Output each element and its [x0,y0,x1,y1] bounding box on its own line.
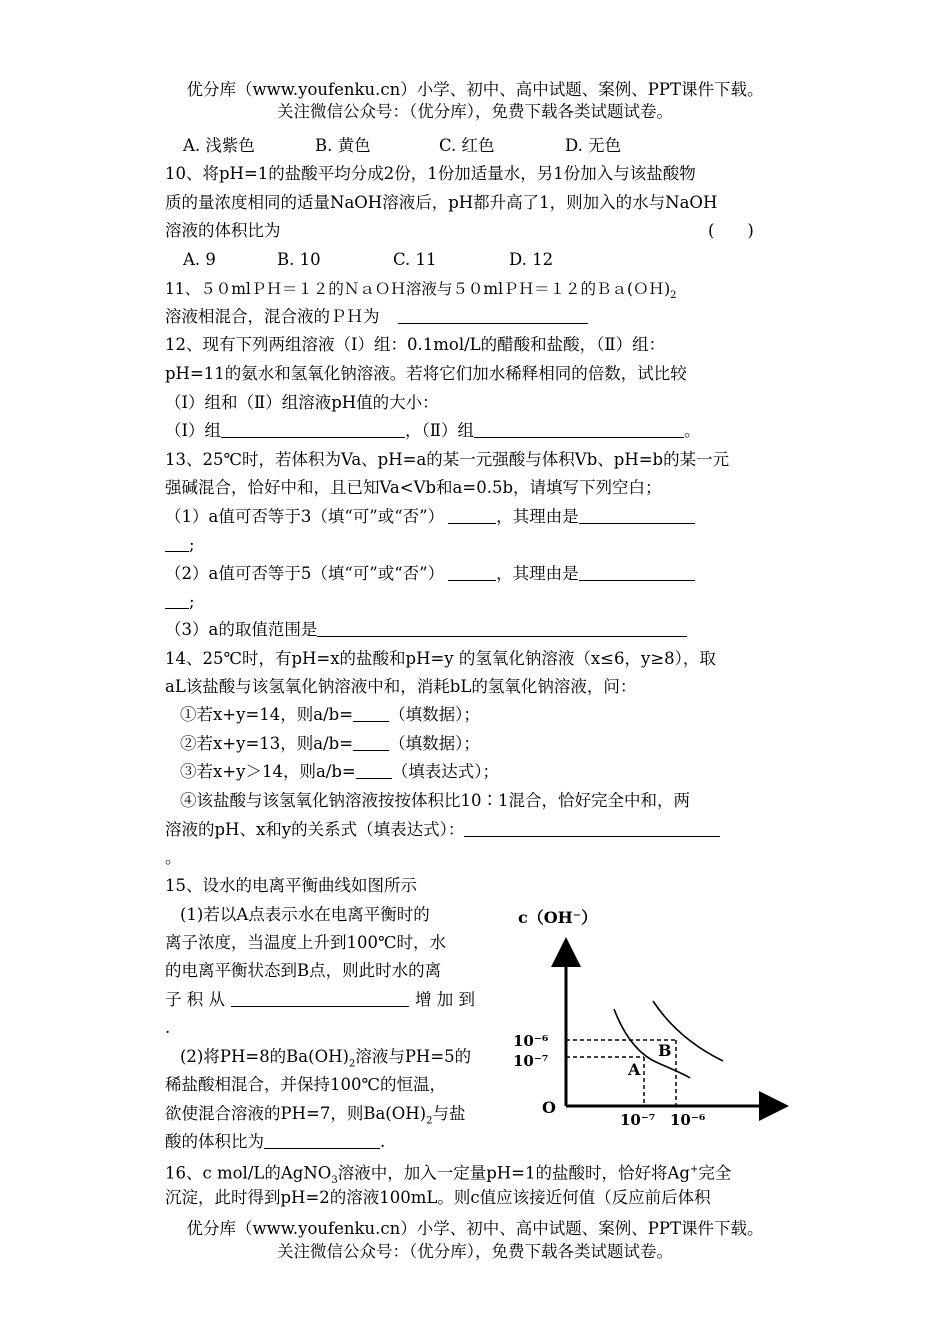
q15-p2-subscript-1: 2 [348,1058,356,1070]
q9-options [183,136,621,156]
q13-part-1-reason-blank[interactable] [579,507,695,524]
q13-part-3-question: （3）a的取值范围是 [165,620,318,639]
graph-y-tick-1: 10⁻⁶ [513,1032,549,1050]
q15-p2-line-2: 稀盐酸相混合，并保持100℃的恒温， [165,1075,446,1094]
q11-line-2 [165,307,588,327]
q10-option-b: B. 10 [277,250,321,269]
q15-p2-subscript-3: 2 [426,1115,433,1127]
q16-line-2: 沉淀，此时得到pH=2的溶液100mL。则c值应该接近何值（反应前后体积 [165,1188,711,1207]
q13-part-1-semicolon: ; [189,535,195,554]
q15-p2-line-4 [165,1132,385,1152]
q15-p2-period: . [380,1132,386,1151]
q15-p1-blank[interactable] [231,990,409,1007]
q12-group-1-label: （Ⅰ）组 [165,421,222,440]
q14-line-1: 14、25℃时，有pH=x的盐酸和pH=y 的氢氧化钠溶液（x≤6，y≥8），取 [165,649,716,668]
q10-option-a: A. 9 [183,250,216,269]
q14-sub-1-blank[interactable] [353,705,389,722]
q15-p1-line-4 [165,990,475,1010]
graph-point-a: A [628,1060,641,1079]
q15-title: 15、设水的电离平衡曲线如图所示 [165,876,417,895]
q14-sub-4-blank[interactable] [464,820,720,837]
q13-part-2-cont [165,592,195,612]
q15-p2-text-1: (2)将PH=8的Ba(OH) [180,1047,349,1066]
q15-p2-text-3b: 与盐 [432,1104,466,1123]
q11-line-1-text: 11、５０mlＰＨ＝１２的ＮａＯＨ溶液与５０mlＰＨ＝１２的Ｂａ(ＯＨ) [165,280,671,298]
q15-p1-text: 子 积 从 [165,990,225,1009]
q13-part-2-semicolon: ; [189,592,195,611]
q11-line-1 [165,279,677,306]
q9-option-c: C. 红色 [439,136,495,155]
q14-sub-3-hint: （填表达式）； [391,762,499,781]
q15-p2-text-3: 欲使混合溶液的PH=7，则Ba(OH) [165,1104,427,1123]
q16-line-1 [165,1160,731,1191]
q14-line-2: aL该盐酸与该氢氧化钠溶液中和，消耗bL的氢氧化钠溶液，问： [165,677,637,696]
graph-point-b: B [658,1041,672,1060]
q15-p2-line-3 [165,1104,465,1131]
q12-line-3: （Ⅰ）组和（Ⅱ）组溶液pH值的大小： [165,393,439,412]
q15-p2-text-1b: 溶液与PH=5的 [355,1047,472,1066]
q10-line-3: 溶液的体积比为 [165,221,281,240]
q13-part-2-blank[interactable] [448,564,496,581]
footer-line-1: 优分库（www.youfenku.cn）小学、初中、高中试题、案例、PPT课件下载。 [186,1219,764,1238]
q12-period: 。 [684,421,701,440]
q14-sub-2-text: ②若x+y=13，则a/b= [180,734,354,753]
q15-p2-line-1 [180,1047,471,1074]
q13-part-1-cont [165,535,195,555]
q16-text-1c: 完全 [698,1163,732,1183]
q15-p2-text-4: 酸的体积比为 [165,1132,264,1151]
q13-part-2-reason-label: ，其理由是 [496,564,579,583]
q13-part-2 [165,564,695,584]
q13-part-1-reason-label: ，其理由是 [496,507,579,526]
q14-sub-3 [180,762,499,782]
q14-sub-4-text: 溶液的pH、x和y的关系式（填表达式）： [165,820,465,839]
q13-part-1-question: （1）a值可否等于3（填“可”或“否”） [165,507,445,526]
q16-superscript: + [689,1164,699,1175]
q12-group-2-blank[interactable] [474,421,684,438]
header-line-2: 关注微信公众号：（优分库），免费下载各类试题试卷。 [277,102,673,121]
q15-p1-line-3: 的电离平衡状态到B点，则此时水的离 [165,961,442,980]
q13-part-3 [165,620,687,640]
q14-sub-4-line-2 [165,820,720,840]
q15-p2-blank[interactable] [264,1132,380,1149]
q14-sub-1 [180,705,480,725]
q13-part-2-question: （2）a值可否等于5（填“可”或“否”） [165,564,445,583]
q12-group-2-label: ，（Ⅱ）组 [405,421,474,440]
q14-sub-3-blank[interactable] [356,762,392,779]
q16-text-1b: 溶液中，加入一定量pH=1的盐酸时，恰好将Ag [337,1163,690,1183]
q9-option-b: B. 黄色 [315,136,371,155]
q13-line-1: 13、25℃时，若体积为Va、pH=a的某一元强酸与体积Vb、pH=b的某一元 [165,450,730,469]
q16-subscript: 3 [331,1174,338,1186]
q11-subscript: 2 [670,290,677,302]
footer-line-2: 关注微信公众号：（优分库），免费下载各类试题试卷。 [277,1242,673,1261]
q16-text-1: 16、c mol/L的AgNO [165,1163,332,1183]
q14-sub-4: ④该盐酸与该氢氧化钠溶液按按体积比10∶1混合，恰好完全中和，两 [180,791,690,810]
q11-blank[interactable] [398,307,588,324]
q10-answer-bracket: ( ) [708,221,754,240]
q13-part-2-reason-blank-cont[interactable] [165,592,189,609]
q11-line-2-text: 溶液相混合，混合液的ＰＨ为 [165,307,380,326]
q10-options [183,250,553,270]
q14-end: 。 [165,848,182,867]
q10-line-1: 10、将pH=1的盐酸平均分成2份，1份加适量水，另1份加入与该盐酸物 [165,164,696,183]
q15-p1-line-1: (1)若以A点表示水在电离平衡时的 [180,905,430,924]
q15-p1-text-2: 增 加 到 [415,990,475,1009]
q13-part-2-reason-blank[interactable] [579,564,695,581]
q15-p1-line-5: . [165,1018,171,1037]
q10-line-2: 质的量浓度相同的适量NaOH溶液后，pH都升高了1，则加入的水与NaOH [165,193,718,212]
q14-sub-2 [180,734,480,754]
q9-option-d: D. 无色 [565,136,622,155]
q13-part-3-blank[interactable] [317,620,687,637]
graph-x-tick-2: 10⁻⁶ [670,1111,706,1129]
graph-y-tick-2: 10⁻⁷ [513,1052,549,1070]
q12-line-4 [165,421,701,441]
q15-p1-line-2: 离子浓度，当温度上升到100℃时，水 [165,933,446,952]
q10-option-d: D. 12 [509,250,554,269]
water-ionization-graph [508,903,798,1133]
q14-sub-3-text: ③若x+y＞14，则a/b= [180,762,356,781]
q9-option-a: A. 浅紫色 [183,136,255,155]
graph-origin-label: O [542,1098,556,1117]
q14-sub-1-text: ①若x+y=14，则a/b= [180,705,354,724]
q14-sub-1-hint: （填数据）； [389,705,480,724]
graph-curve-a [614,1009,690,1078]
q14-sub-2-blank[interactable] [353,734,389,751]
q12-line-1: 12、现有下列两组溶液（Ⅰ）组：0.1mol/L的醋酸和盐酸，（Ⅱ）组： [165,335,666,354]
q13-part-1-blank[interactable] [448,507,496,524]
q12-group-1-blank[interactable] [221,421,405,438]
q10-option-c: C. 11 [393,250,437,269]
q13-line-2: 强碱混合，恰好中和，且已知Va<Vb和a=0.5b，请填写下列空白； [165,478,662,497]
q13-part-1-reason-blank-cont[interactable] [165,535,189,552]
q14-sub-2-hint: （填数据）； [389,734,480,753]
q13-part-1 [165,507,695,527]
header-line-1: 优分库（www.youfenku.cn）小学、初中、高中试题、案例、PPT课件下载。 [186,80,764,99]
q12-line-2: pH=11的氨水和氢氧化钠溶液。若将它们加水稀释相同的倍数，试比较 [165,364,687,383]
graph-x-tick-1: 10⁻⁷ [620,1111,656,1129]
graph-y-label: c（OH⁻） [518,908,598,927]
